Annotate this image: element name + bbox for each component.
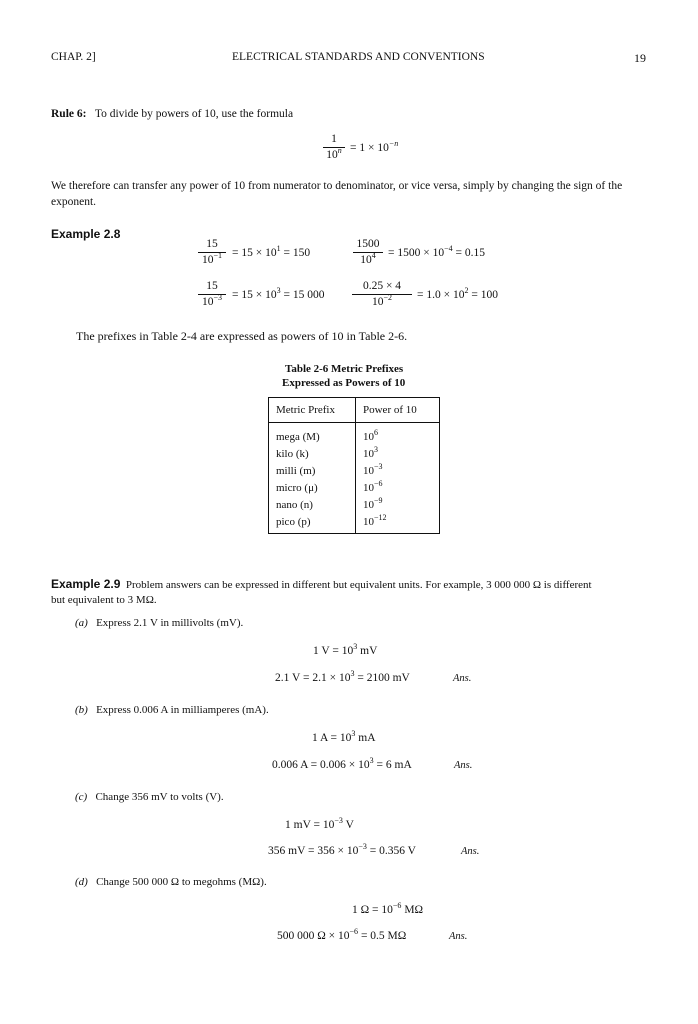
prefix-sentence: The prefixes in Table 2-4 are expressed as powers of 10 in Table 2-6. bbox=[76, 329, 408, 343]
example-2-9-label: Example 2.9 bbox=[51, 577, 121, 591]
example-2-9-line2: but equivalent to 3 MΩ. bbox=[51, 594, 157, 606]
ex28-eq1-rhs: = $15 \times 10^1 = 150$ bbox=[232, 244, 311, 259]
fraction-numerator: 1 bbox=[331, 133, 337, 145]
part-a-ans: Ans. bbox=[453, 673, 472, 684]
ex28-eq4-rhs: = $1.0 \times 10^2 = 100$ bbox=[417, 286, 498, 301]
table-row: nano (n) $10^{-9}$ bbox=[269, 496, 440, 513]
ex28-eq2-fraction: 1500 $10^4$ bbox=[353, 238, 383, 267]
metric-prefix-table bbox=[268, 397, 440, 534]
part-a-eq1: 1 $V = 10^3$ mV bbox=[313, 642, 378, 657]
rule-6-fraction bbox=[323, 133, 345, 162]
part-d-eq1: 1 $\Omega = 10^{-6}$ MΩ bbox=[352, 901, 424, 916]
part-c-ans: Ans. bbox=[461, 846, 480, 857]
table-row: pico (p) $10^{-12}$ bbox=[269, 513, 440, 534]
part-d-eq2: 500 000 $\Omega \times 10^{-6} = 0.5$ MΩ bbox=[277, 927, 407, 942]
part-d-task: (d) Change 500 000 Ω to megohms (MΩ). bbox=[75, 876, 267, 888]
table-row: kilo (k) $10^3$ bbox=[269, 445, 440, 462]
part-b-eq1: 1 $A = 10^3$ mA bbox=[312, 729, 376, 744]
part-b-task: (b) Express 0.006 A in milliamperes (mA). bbox=[75, 704, 269, 716]
table-row: mega (M) $10^6$ bbox=[269, 423, 440, 446]
part-b-eq2: 0.006 $A = 0.006 \times 10^3 = 6$ mA bbox=[272, 756, 412, 771]
example-2-9-line1: Example 2.9 Problem answers can be expressed in different but equivalent units. For example, 3 000 000 Ω is different bbox=[51, 577, 592, 591]
part-a-eq2: 2.1 $V = 2.1 \times 10^3 = 2100$ mV bbox=[275, 669, 410, 684]
ex28-eq4-fraction: 0.25 × 4 $10^{-2}$ bbox=[352, 280, 412, 309]
table-header-prefix: Metric Prefix bbox=[269, 398, 356, 423]
table-row: micro (μ) $10^{-6}$ bbox=[269, 479, 440, 496]
part-b-ans: Ans. bbox=[454, 760, 473, 771]
ex28-eq3-rhs: = $15 \times 10^3 = 15$ 000 bbox=[232, 286, 325, 301]
running-head-title: ELECTRICAL STANDARDS AND CONVENTIONS bbox=[232, 51, 485, 63]
part-c-eq2: 356 mV = $356 \times 10^{-3} = 0.356$ V bbox=[268, 842, 416, 857]
ex28-eq2-rhs: = $1500 \times 10^{-4} = 0.15$ bbox=[388, 244, 485, 259]
table-caption-line1: Table 2-6 Metric Prefixes bbox=[285, 363, 404, 375]
part-c-task: (c) Change 356 mV to volts (V). bbox=[75, 791, 224, 803]
page-number: 19 bbox=[634, 51, 646, 65]
ex28-eq1-fraction: 15 $10^{-1}$ bbox=[198, 238, 226, 267]
rule-6-text: To divide by powers of 10, use the formula bbox=[94, 108, 294, 120]
rule-6-label: Rule 6: bbox=[51, 108, 87, 120]
running-head-chapter: CHAP. 2] bbox=[51, 51, 96, 63]
table-row: milli (m) $10^{-3}$ bbox=[269, 462, 440, 479]
rule-6 bbox=[51, 108, 293, 120]
fraction-denominator: 10$^n$ bbox=[326, 146, 342, 161]
ex28-eq3-fraction: 15 $10^{-3}$ bbox=[198, 280, 226, 309]
part-a-task: (a) Express 2.1 V in millivolts (mV). bbox=[75, 617, 244, 629]
table-caption-line2: Expressed as Powers of 10 bbox=[282, 377, 406, 389]
table-header-power: Power of 10 bbox=[356, 398, 440, 423]
part-c-eq1: 1 mV = $10^{-3}$ V bbox=[285, 816, 354, 831]
transfer-paragraph: We therefore can transfer any power of 10 from numerator to denominator, or vice versa, simply by changing the sign of the exponent. bbox=[51, 180, 623, 208]
rule-6-rhs: = $1 \times 10^{-n}$ bbox=[350, 139, 399, 154]
example-2-8-label: Example 2.8 bbox=[51, 227, 121, 241]
part-d-ans: Ans. bbox=[449, 931, 468, 942]
